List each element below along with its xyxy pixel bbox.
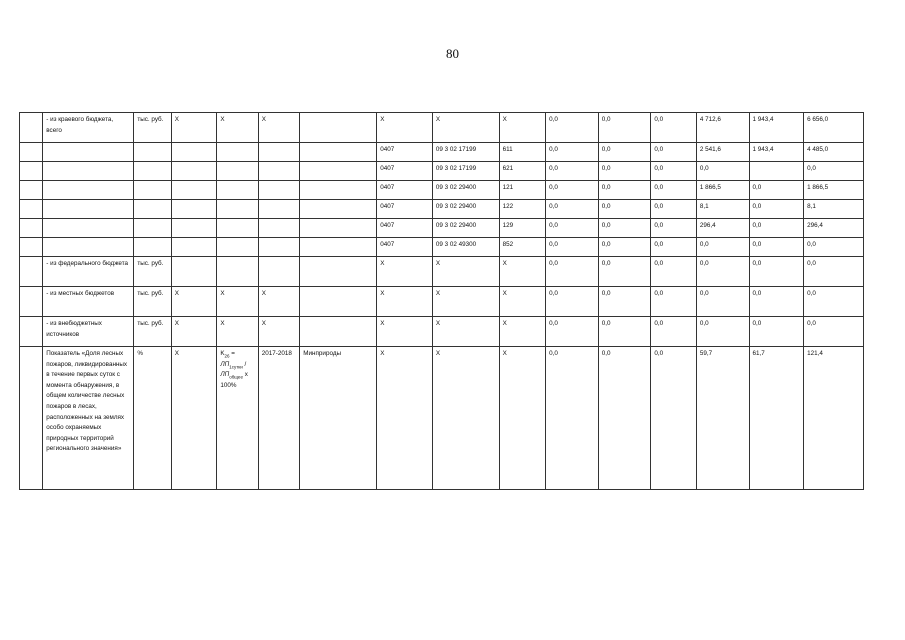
table-cell: 0407 — [377, 162, 433, 181]
value-cell: 0,0 — [598, 219, 651, 238]
table-cell — [300, 162, 377, 181]
value-cell: 2 541,6 — [696, 143, 749, 162]
row-name-cell: Показатель «Доля лесных пожаров, ликвидированных в течение первых суток с момента обнаружения, в общем количестве лесных пожаров в лесах, расположенных на землях особо охраняемых природных территорий регионального значения» — [43, 347, 134, 490]
table-cell: 129 — [499, 219, 546, 238]
table-cell — [258, 181, 299, 200]
row-number-cell — [20, 219, 43, 238]
value-cell: 0,0 — [598, 113, 651, 143]
table-cell: 0407 — [377, 143, 433, 162]
table-row — [20, 238, 864, 257]
table-cell — [217, 219, 258, 238]
table-cell — [217, 257, 258, 287]
table-cell — [171, 238, 217, 257]
table-cell: Х — [377, 347, 433, 490]
unit-cell — [134, 143, 171, 162]
row-number-cell — [20, 238, 43, 257]
value-cell: 8,1 — [804, 200, 864, 219]
value-cell: 0,0 — [651, 113, 697, 143]
value-cell: 0,0 — [546, 257, 599, 287]
table-cell: Х — [377, 287, 433, 317]
table-cell: 0407 — [377, 238, 433, 257]
unit-cell — [134, 238, 171, 257]
table-cell — [258, 200, 299, 219]
table-cell: 852 — [499, 238, 546, 257]
unit-cell: тыс. руб. — [134, 113, 171, 143]
value-cell: 1 943,4 — [749, 143, 804, 162]
value-cell: 0,0 — [651, 347, 697, 490]
row-name-cell — [43, 219, 134, 238]
indicator-formula — [220, 349, 254, 391]
value-cell: 0,0 — [651, 181, 697, 200]
table-cell — [300, 143, 377, 162]
table-cell: Х — [432, 347, 499, 490]
table-cell — [300, 113, 377, 143]
value-cell: 0,0 — [749, 287, 804, 317]
table-cell — [258, 143, 299, 162]
formula-part: / — [242, 360, 247, 368]
table-cell: Х — [432, 287, 499, 317]
table-row — [20, 317, 864, 347]
value-cell: 8,1 — [696, 200, 749, 219]
table-cell: Х — [499, 287, 546, 317]
value-cell: 0,0 — [598, 181, 651, 200]
value-cell: 121,4 — [804, 347, 864, 490]
row-name-cell: - из внебюджетных источников — [43, 317, 134, 347]
value-cell: 0,0 — [546, 143, 599, 162]
value-cell: 296,4 — [804, 219, 864, 238]
page-number: 80 — [446, 46, 459, 61]
table-cell — [258, 257, 299, 287]
value-cell: 0,0 — [546, 317, 599, 347]
table-cell: 121 — [499, 181, 546, 200]
row-name-cell: - из федерального бюджета — [43, 257, 134, 287]
value-cell: 0,0 — [696, 317, 749, 347]
table-cell — [300, 287, 377, 317]
table-cell: 09 3 02 17199 — [432, 143, 499, 162]
table-cell: Х — [258, 113, 299, 143]
table-cell: Х — [377, 113, 433, 143]
table-cell — [300, 257, 377, 287]
row-number-cell — [20, 181, 43, 200]
formula-part: = — [229, 350, 235, 357]
value-cell: 0,0 — [749, 181, 804, 200]
table-row — [20, 113, 864, 143]
table-row — [20, 181, 864, 200]
table-cell — [217, 143, 258, 162]
table-cell — [171, 219, 217, 238]
value-cell: 0,0 — [598, 143, 651, 162]
value-cell: 0,0 — [804, 257, 864, 287]
value-cell: 4 485,0 — [804, 143, 864, 162]
formula-part: ЛП — [220, 371, 230, 379]
value-cell: 0,0 — [749, 238, 804, 257]
table-cell — [217, 162, 258, 181]
value-cell: 61,7 — [749, 347, 804, 490]
table-cell: Х — [258, 317, 299, 347]
value-cell: 0,0 — [696, 287, 749, 317]
row-number-cell — [20, 113, 43, 143]
table-cell — [300, 219, 377, 238]
table-cell: Х — [171, 317, 217, 347]
unit-cell: тыс. руб. — [134, 287, 171, 317]
value-cell: 0,0 — [651, 238, 697, 257]
formula-subscript: 1сутки — [229, 363, 243, 369]
unit-cell: % — [134, 347, 171, 490]
formula-subscript: общее — [229, 374, 243, 380]
table-cell: Х — [258, 287, 299, 317]
value-cell: 0,0 — [546, 162, 599, 181]
table-cell — [217, 200, 258, 219]
row-name-cell — [43, 143, 134, 162]
table-cell: Х — [432, 257, 499, 287]
table-cell — [171, 143, 217, 162]
table-cell — [300, 200, 377, 219]
row-name-cell — [43, 200, 134, 219]
table-cell: Минприроды — [300, 347, 377, 490]
value-cell: 0,0 — [696, 257, 749, 287]
value-cell: 0,0 — [749, 257, 804, 287]
value-cell: 1 866,5 — [804, 181, 864, 200]
value-cell: 4 712,6 — [696, 113, 749, 143]
table-cell: Х — [171, 287, 217, 317]
value-cell: 0,0 — [546, 113, 599, 143]
row-number-cell — [20, 143, 43, 162]
value-cell: 0,0 — [696, 162, 749, 181]
row-name-cell — [43, 181, 134, 200]
value-cell: 0,0 — [651, 162, 697, 181]
table-cell: 09 3 02 17199 — [432, 162, 499, 181]
table-cell — [300, 181, 377, 200]
value-cell: 0,0 — [651, 219, 697, 238]
value-cell: 0,0 — [546, 287, 599, 317]
value-cell: 0,0 — [651, 317, 697, 347]
row-number-cell — [20, 347, 43, 490]
value-cell: 0,0 — [749, 219, 804, 238]
unit-cell: тыс. руб. — [134, 317, 171, 347]
row-number-cell — [20, 200, 43, 219]
table-row — [20, 143, 864, 162]
formula-subscript: 26 — [224, 353, 230, 359]
table-cell: Х — [432, 317, 499, 347]
table-cell: Х — [499, 317, 546, 347]
value-cell: 0,0 — [804, 287, 864, 317]
formula-part: ЛП — [220, 360, 230, 368]
table-cell — [171, 257, 217, 287]
table-cell — [300, 238, 377, 257]
value-cell: 0,0 — [546, 238, 599, 257]
value-cell — [749, 162, 804, 181]
unit-cell — [134, 219, 171, 238]
formula-cell — [217, 347, 258, 490]
table-cell: 0407 — [377, 181, 433, 200]
unit-cell — [134, 181, 171, 200]
value-cell: 59,7 — [696, 347, 749, 490]
table-cell — [258, 238, 299, 257]
value-cell: 0,0 — [598, 287, 651, 317]
table-row — [20, 347, 864, 490]
value-cell: 0,0 — [651, 200, 697, 219]
value-cell: 0,0 — [598, 347, 651, 490]
unit-cell — [134, 162, 171, 181]
table-cell: Х — [217, 317, 258, 347]
table-cell: 09 3 02 29400 — [432, 219, 499, 238]
value-cell: 0,0 — [651, 143, 697, 162]
value-cell: 0,0 — [546, 347, 599, 490]
table-cell: 611 — [499, 143, 546, 162]
table-cell: Х — [217, 287, 258, 317]
table-row — [20, 287, 864, 317]
table-cell — [217, 238, 258, 257]
value-cell: 0,0 — [749, 317, 804, 347]
value-cell: 0,0 — [598, 317, 651, 347]
row-name-cell — [43, 162, 134, 181]
value-cell: 0,0 — [804, 317, 864, 347]
table-cell: Х — [377, 317, 433, 347]
row-number-cell — [20, 317, 43, 347]
formula-part: K — [220, 350, 225, 357]
table-cell — [171, 200, 217, 219]
table-row — [20, 257, 864, 287]
row-name-cell: - из местных бюджетов — [43, 287, 134, 317]
value-cell: 0,0 — [598, 257, 651, 287]
value-cell: 0,0 — [598, 200, 651, 219]
table-cell: 09 3 02 29400 — [432, 181, 499, 200]
table-cell — [171, 162, 217, 181]
table-cell — [217, 181, 258, 200]
value-cell: 0,0 — [598, 238, 651, 257]
table-cell — [171, 181, 217, 200]
row-name-cell: - из краевого бюджета, всего — [43, 113, 134, 143]
formula-part: x 100% — [220, 371, 248, 389]
row-number-cell — [20, 257, 43, 287]
value-cell: 1 866,5 — [696, 181, 749, 200]
table-cell: Х — [499, 347, 546, 490]
table-cell — [258, 162, 299, 181]
table-cell: 09 3 02 49300 — [432, 238, 499, 257]
value-cell: 0,0 — [696, 238, 749, 257]
table-cell: 09 3 02 29400 — [432, 200, 499, 219]
value-cell: 0,0 — [546, 219, 599, 238]
table-cell: 2017-2018 — [258, 347, 299, 490]
row-number-cell — [20, 162, 43, 181]
table-cell: Х — [432, 113, 499, 143]
value-cell: 0,0 — [651, 257, 697, 287]
table-row — [20, 219, 864, 238]
table-cell: 0407 — [377, 219, 433, 238]
table-cell — [258, 219, 299, 238]
value-cell: 0,0 — [651, 287, 697, 317]
value-cell: 0,0 — [804, 162, 864, 181]
row-name-cell — [43, 238, 134, 257]
table-cell: Х — [499, 257, 546, 287]
value-cell: 0,0 — [804, 238, 864, 257]
unit-cell: тыс. руб. — [134, 257, 171, 287]
value-cell: 0,0 — [546, 200, 599, 219]
table-cell: 0407 — [377, 200, 433, 219]
budget-table — [19, 112, 864, 490]
table-cell — [300, 317, 377, 347]
table-row — [20, 162, 864, 181]
table-cell: 621 — [499, 162, 546, 181]
table-cell: Х — [217, 113, 258, 143]
unit-cell — [134, 200, 171, 219]
value-cell: 0,0 — [546, 181, 599, 200]
value-cell: 6 656,0 — [804, 113, 864, 143]
table-row — [20, 200, 864, 219]
value-cell: 1 943,4 — [749, 113, 804, 143]
value-cell: 296,4 — [696, 219, 749, 238]
value-cell: 0,0 — [598, 162, 651, 181]
value-cell: 0,0 — [749, 200, 804, 219]
table-cell: Х — [499, 113, 546, 143]
row-number-cell — [20, 287, 43, 317]
table-cell: Х — [377, 257, 433, 287]
table-cell: Х — [171, 113, 217, 143]
table-cell: Х — [171, 347, 217, 490]
table-cell: 122 — [499, 200, 546, 219]
